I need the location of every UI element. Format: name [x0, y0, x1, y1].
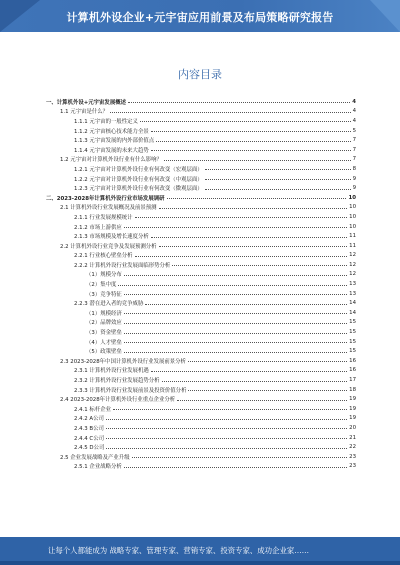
toc-entry-label: 2.1.2 市场上游供应: [74, 224, 122, 231]
toc-entry-page: 10: [349, 223, 356, 230]
toc-entry-page: 23: [349, 463, 356, 470]
toc-dot-leader: [172, 265, 347, 266]
toc-dot-leader: [128, 102, 350, 103]
toc-dot-leader: [124, 227, 347, 228]
toc-entry-page: 19: [349, 405, 356, 412]
toc-entry-label: （3）资金壁垒: [86, 330, 122, 337]
toc-entry-label: 1.2.1 元宇宙对计算机外设行业有何改变（宏观层面）: [74, 166, 203, 173]
toc-entry-label: 2.1.3 市场规模及增长速度分析: [74, 234, 149, 241]
toc-entry[interactable]: [46, 97, 356, 107]
toc-entry-page: 18: [349, 386, 356, 393]
toc-dot-leader: [188, 361, 347, 362]
toc-dot-leader: [106, 438, 347, 439]
toc-dot-leader: [205, 189, 351, 190]
toc-entry-page: 12: [349, 261, 356, 268]
toc-entry-page: 19: [349, 415, 356, 422]
toc-entry-page: 12: [349, 252, 356, 259]
toc-entry-page: 20: [349, 424, 356, 431]
toc-entry[interactable]: [46, 337, 356, 347]
toc-entry-label: 2.4.1 标杆企业: [74, 406, 111, 413]
toc-dot-leader: [177, 400, 347, 401]
toc-entry-label: 2.3.3 计算机外设行业发展前景及投资价值分析: [74, 387, 187, 394]
toc-dot-leader: [205, 169, 351, 170]
toc-entry-label: 2.4 2023-2028年计算机外设行业重点企业分析: [60, 397, 176, 404]
toc-dot-leader: [124, 275, 347, 276]
toc-entry-label: 2.3.2 计算机外设行业发展趋势分析: [74, 378, 160, 385]
toc-entry-page: 7: [352, 146, 356, 153]
toc-entry-page: 8: [352, 165, 356, 172]
toc-entry-page: 13: [349, 290, 356, 297]
footer-bar: [0, 561, 400, 565]
toc-entry[interactable]: [46, 164, 356, 174]
toc-entry-label: 2.2 计算机外设行业竞争及发展预测分析: [60, 243, 157, 250]
toc-entry-page: 22: [349, 444, 356, 451]
footer-banner: [0, 537, 400, 565]
report-title: 计算机外设企业+元宇宙应用前景及布局策略研究报告: [66, 11, 334, 24]
toc-heading: 内容目录: [178, 68, 222, 81]
toc-entry-label: （3）竞争特征: [86, 291, 122, 298]
toc-dot-leader: [124, 294, 347, 295]
toc-dot-leader: [167, 198, 347, 199]
toc-entry-page: 13: [349, 281, 356, 288]
toc-dot-leader: [113, 409, 347, 410]
toc-dot-leader: [124, 342, 347, 343]
toc-entry[interactable]: [46, 222, 356, 232]
toc-dot-leader: [151, 371, 347, 372]
toc-entry-label: 2.3.1 计算机外设行业发展机遇: [74, 368, 149, 375]
toc-entry-page: 21: [349, 434, 356, 441]
toc-entry-label: （1）规模分布: [86, 272, 122, 279]
toc-entry-page: 4: [352, 108, 356, 115]
toc-entry-page: 11: [349, 242, 356, 249]
toc-entry-label: 1.1 元宇宙是什么？: [60, 109, 109, 116]
toc-dot-leader: [159, 208, 348, 209]
header-banner: [0, 0, 400, 32]
toc-entry[interactable]: [46, 452, 356, 462]
toc-entry-page: 5: [352, 127, 356, 134]
toc-entry-label: 2.4.5 D公司: [74, 445, 105, 452]
toc-entry-page: 15: [349, 348, 356, 355]
toc-entry-page: 15: [349, 338, 356, 345]
toc-entry-label: 2.5 企业发展战略及产业升级: [60, 454, 130, 461]
toc-entry-label: 1.2.2 元宇宙对计算机外设行业有何改变（中观层面）: [74, 176, 203, 183]
toc-entry[interactable]: [46, 375, 356, 385]
toc-entry-page: 10: [348, 194, 356, 201]
toc-entry[interactable]: [46, 145, 356, 155]
toc-entry[interactable]: [46, 385, 356, 395]
toc-entry-label: 1.1.3 元宇宙发展的内外部价值点: [74, 138, 155, 145]
toc-entry[interactable]: [46, 183, 356, 193]
toc-dot-leader: [124, 333, 347, 334]
toc-entry-page: 10: [349, 204, 356, 211]
toc-entry[interactable]: [46, 308, 356, 318]
toc-entry-page: 15: [349, 319, 356, 326]
toc-dot-leader: [135, 217, 348, 218]
toc-entry-label: 1.1.1 元宇宙的一般性定义: [74, 118, 138, 125]
toc-dot-leader: [118, 285, 347, 286]
toc-dot-leader: [151, 237, 347, 238]
toc-dot-leader: [135, 256, 348, 257]
toc-entry-page: 4: [352, 117, 356, 124]
toc-entry-page: 7: [352, 137, 356, 144]
toc-dot-leader: [106, 428, 347, 429]
toc-dot-leader: [132, 457, 348, 458]
toc-dot-leader: [110, 112, 351, 113]
toc-entry-label: 2.2.2 计算机外设行业发展面临形势分析: [74, 262, 171, 269]
toc-entry-label: 2.3 2023-2028年中国计算机外设行业发展前景分析: [60, 358, 186, 365]
toc-dot-leader: [164, 160, 351, 161]
toc-entry[interactable]: [46, 414, 356, 424]
toc-entry[interactable]: [46, 107, 356, 117]
toc-entry-label: 二、2023-2028年计算机外设行业市场发展调研: [46, 195, 165, 202]
toc-entry-label: （1）规模经济: [86, 310, 122, 317]
toc-entry-label: 2.1.1 行业发展规模统计: [74, 214, 133, 221]
toc-dot-leader: [124, 352, 347, 353]
toc-entry-label: 2.4.3 B公司: [74, 425, 104, 432]
toc-entry[interactable]: [46, 270, 356, 280]
toc-entry-page: 17: [349, 377, 356, 384]
toc-entry[interactable]: [46, 260, 356, 270]
toc-entry-page: 10: [349, 213, 356, 220]
toc-entry[interactable]: [46, 212, 356, 222]
toc-entry-label: 一、计算机外设+元宇宙发展概述: [46, 99, 126, 106]
table-of-contents: [46, 97, 356, 471]
toc-entry-label: 2.2.3 潜在进入者的竞争威胁: [74, 301, 144, 308]
toc-dot-leader: [205, 179, 351, 180]
toc-entry[interactable]: [46, 193, 356, 203]
toc-entry-page: 9: [352, 175, 356, 182]
toc-entry[interactable]: [46, 155, 356, 165]
toc-entry[interactable]: [46, 366, 356, 376]
toc-dot-leader: [151, 150, 351, 151]
toc-entry[interactable]: [46, 318, 356, 328]
toc-dot-leader: [124, 323, 347, 324]
toc-entry-page: 11: [349, 233, 356, 240]
toc-entry-page: 9: [352, 185, 356, 192]
toc-entry-label: 2.5.1 企业战略分析: [74, 464, 122, 471]
toc-entry-label: （2）集中度: [86, 282, 117, 289]
toc-dot-leader: [159, 246, 348, 247]
toc-dot-leader: [145, 304, 347, 305]
toc-entry-page: 12: [349, 271, 356, 278]
toc-entry[interactable]: [46, 251, 356, 261]
toc-entry-label: （4）人才壁垒: [86, 339, 122, 346]
toc-entry-page: 16: [349, 367, 356, 374]
toc-entry[interactable]: [46, 126, 356, 136]
toc-entry-label: 2.4.4 C公司: [74, 435, 104, 442]
toc-entry[interactable]: [46, 135, 356, 145]
toc-entry-label: 2.2.1 行业核心壁垒分析: [74, 253, 133, 260]
toc-entry[interactable]: [46, 327, 356, 337]
toc-entry[interactable]: [46, 356, 356, 366]
toc-entry-label: （2）品牌效应: [86, 320, 122, 327]
toc-entry[interactable]: [46, 462, 356, 472]
toc-dot-leader: [106, 419, 347, 420]
toc-entry-label: 1.2.3 元宇宙对计算机外设行业有何改变（微观层面）: [74, 186, 203, 193]
toc-entry[interactable]: [46, 394, 356, 404]
toc-dot-leader: [156, 141, 350, 142]
toc-entry[interactable]: [46, 203, 356, 213]
toc-entry-page: 7: [352, 156, 356, 163]
toc-entry[interactable]: [46, 116, 356, 126]
toc-entry[interactable]: [46, 433, 356, 443]
toc-dot-leader: [151, 131, 351, 132]
toc-entry-label: 2.4.2 A公司: [74, 416, 104, 423]
toc-entry-page: 16: [349, 357, 356, 364]
toc-entry[interactable]: [46, 279, 356, 289]
toc-entry[interactable]: [46, 442, 356, 452]
toc-entry-label: 1.1.4 元宇宙发展的未来大趋势: [74, 147, 149, 154]
toc-entry-page: 14: [349, 300, 356, 307]
toc-entry[interactable]: [46, 174, 356, 184]
toc-dot-leader: [124, 467, 347, 468]
toc-entry[interactable]: [46, 404, 356, 414]
toc-entry-page: 15: [349, 329, 356, 336]
toc-entry[interactable]: [46, 423, 356, 433]
toc-entry-label: 1.2 元宇宙对计算机外设行业有什么影响？: [60, 157, 162, 164]
toc-entry-label: （5）政策壁垒: [86, 349, 122, 356]
toc-entry[interactable]: [46, 231, 356, 241]
toc-dot-leader: [140, 121, 351, 122]
toc-entry-label: 2.1 计算机外设行业发展概况及前景预测: [60, 205, 157, 212]
toc-dot-leader: [162, 381, 348, 382]
toc-entry[interactable]: [46, 346, 356, 356]
toc-entry-label: 1.1.2 元宇宙核心技术能力全景: [74, 128, 149, 135]
toc-entry-page: 23: [349, 453, 356, 460]
toc-entry-page: 14: [349, 309, 356, 316]
toc-entry[interactable]: [46, 298, 356, 308]
toc-entry-page: 19: [349, 396, 356, 403]
toc-entry[interactable]: [46, 289, 356, 299]
toc-dot-leader: [106, 448, 347, 449]
footer-slogan: 让每个人都能成为 战略专家、管理专家、营销专家、投资专家、成功企业家……: [48, 546, 310, 555]
toc-dot-leader: [124, 313, 347, 314]
toc-entry-page: 4: [352, 98, 356, 105]
toc-dot-leader: [188, 390, 347, 391]
toc-entry[interactable]: [46, 241, 356, 251]
